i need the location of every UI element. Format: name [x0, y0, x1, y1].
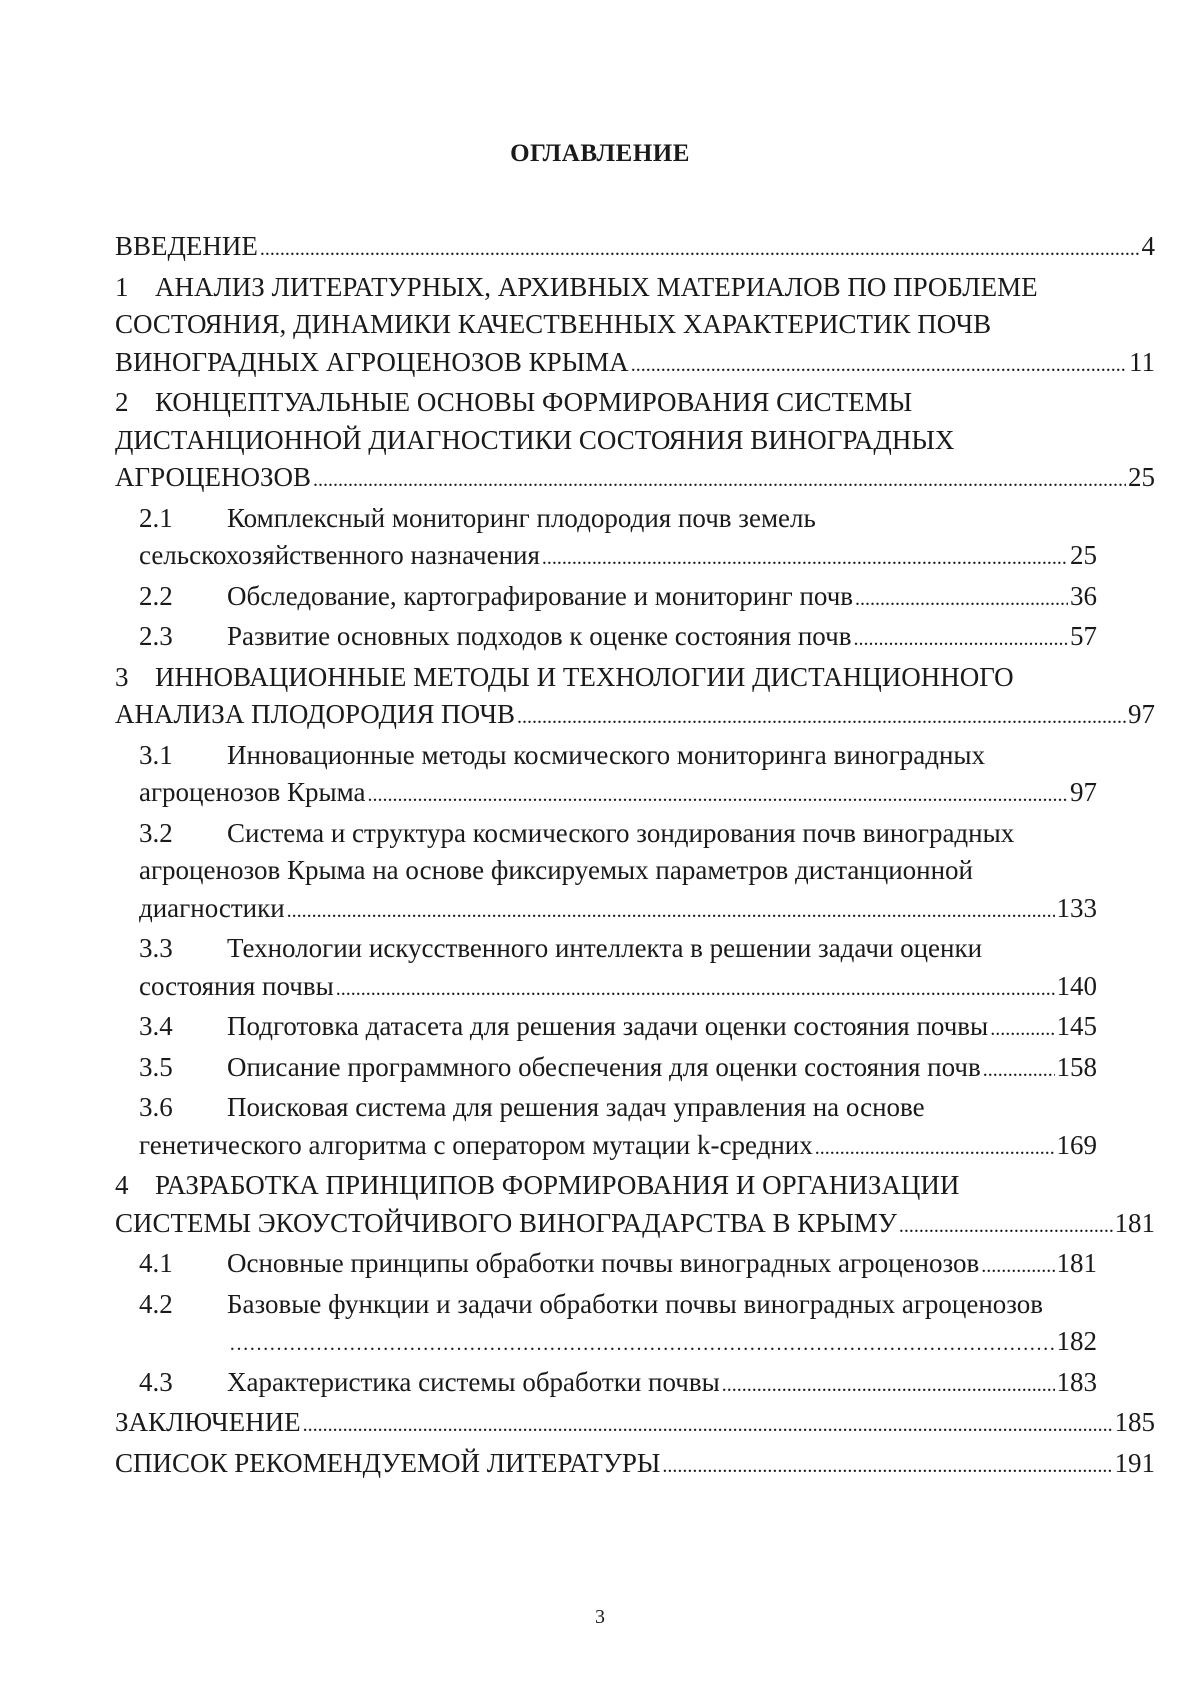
dot-leader [990, 1011, 1054, 1049]
section-number: 4.1 [139, 1248, 173, 1278]
entry-title: Система и структура космического зондирования почв виноградных [227, 817, 1015, 848]
toc-entry-section-2-1[interactable] [139, 500, 1097, 578]
section-number: 4.2 [139, 1288, 173, 1319]
dot-leader [229, 1326, 1055, 1364]
entry-title-cont: генетического алгоритма с оператором мутации k-средних [139, 1129, 813, 1160]
entry-title-cont: АГРОЦЕНОЗОВ [115, 462, 311, 492]
page-ref: 133 [1056, 892, 1097, 923]
entry-title-cont: состояния почвы [139, 970, 334, 1001]
dot-leader [853, 621, 1068, 659]
entry-title: ИННОВАЦИОННЫЕ МЕТОДЫ И ТЕХНОЛОГИИ ДИСТАНЦИОННОГО [155, 661, 1014, 692]
toc-entry-chapter-2[interactable] [115, 384, 1155, 500]
section-number: 3.1 [139, 739, 173, 770]
dot-leader [855, 581, 1068, 619]
entry-title-cont: диагностики [139, 892, 285, 923]
dot-leader [367, 777, 1068, 815]
chapter-number: 2 [115, 387, 129, 417]
toc-entry-intro[interactable] [115, 228, 1155, 269]
section-number: 3.5 [139, 1051, 173, 1082]
dot-leader [662, 1448, 1112, 1486]
page-title: ОГЛАВЛЕНИЕ [510, 140, 690, 167]
page-ref: 181 [1056, 1248, 1097, 1278]
page-ref: 145 [1056, 1011, 1097, 1041]
section-number: 2.1 [139, 502, 173, 533]
page-ref: 97 [1070, 777, 1097, 807]
page-ref: 169 [1056, 1129, 1097, 1160]
chapter-number: 4 [115, 1170, 129, 1200]
page-ref: 4 [1141, 231, 1155, 261]
toc-entry-section-3-1[interactable] [139, 737, 1097, 815]
entry-title-cont: ДИСТАНЦИОННОЙ ДИАГНОСТИКИ СОСТОЯНИЯ ВИНОГРАДНЫХ [115, 424, 955, 455]
dot-leader [899, 1208, 1113, 1246]
page-ref: 182 [1056, 1326, 1097, 1356]
toc-entry-section-3-2[interactable] [139, 815, 1097, 931]
entry-title: РАЗРАБОТКА ПРИНЦИПОВ ФОРМИРОВАНИЯ И ОРГАНИЗАЦИИ [155, 1170, 960, 1200]
entry-title: Базовые функции и задачи обработки почвы виноградных агроценозов [227, 1288, 1044, 1319]
dot-leader [981, 1248, 1054, 1286]
dot-leader [631, 347, 1127, 385]
toc-entry-section-2-2[interactable] [139, 578, 1097, 619]
toc-entry-chapter-4[interactable] [115, 1167, 1155, 1245]
page-ref: 25 [1128, 462, 1155, 492]
entry-title-cont: ВИНОГРАДНЫХ АГРОЦЕНОЗОВ КРЫМА [115, 346, 629, 377]
section-number: 3.4 [139, 1011, 173, 1041]
entry-title: Поисковая система для решения задач управления на основе [227, 1092, 925, 1122]
toc-entry-section-4-2[interactable] [139, 1286, 1097, 1364]
section-number: 3.6 [139, 1092, 173, 1122]
entry-title: Комплексный мониторинг плодородия почв земель [227, 502, 816, 533]
entry-title: Подготовка датасета для решения задачи оценки состояния почвы [227, 1011, 989, 1041]
toc-entry-section-3-3[interactable] [139, 930, 1097, 1008]
toc-entry-section-4-1[interactable] [139, 1245, 1097, 1286]
dot-leader [542, 540, 1068, 578]
entry-title: Инновационные методы космического мониторинга виноградных [227, 739, 986, 770]
page-ref: 25 [1070, 540, 1097, 570]
section-number: 2.2 [139, 580, 173, 611]
toc-entry-section-3-5[interactable] [139, 1049, 1097, 1090]
entry-title-cont: агроценозов Крыма на основе фиксируемых параметров дистанционной [139, 855, 974, 885]
page-ref: 185 [1114, 1407, 1155, 1437]
page-ref: 36 [1070, 580, 1097, 611]
entry-title: СПИСОК РЕКОМЕНДУЕМОЙ ЛИТЕРАТУРЫ [115, 1447, 661, 1478]
page-ref: 97 [1128, 699, 1155, 729]
dot-leader [336, 971, 1055, 1009]
entry-title-cont: СОСТОЯНИЯ, ДИНАМИКИ КАЧЕСТВЕННЫХ ХАРАКТЕРИСТИК ПОЧВ [115, 309, 992, 339]
toc-entry-section-3-6[interactable] [139, 1089, 1097, 1167]
dot-leader [260, 231, 1140, 269]
section-number: 3.3 [139, 933, 173, 963]
toc-entry-section-4-3[interactable] [139, 1364, 1097, 1405]
section-number: 4.3 [139, 1366, 173, 1397]
entry-title-cont: АНАЛИЗА ПЛОДОРОДИЯ ПОЧВ [115, 699, 516, 729]
toc-entry-chapter-3[interactable] [115, 659, 1155, 737]
entry-title: ЗАКЛЮЧЕНИЕ [115, 1407, 301, 1437]
dot-leader [722, 1367, 1055, 1405]
entry-title: АНАЛИЗ ЛИТЕРАТУРНЫХ, АРХИВНЫХ МАТЕРИАЛОВ ПО ПРОБЛЕМЕ [155, 271, 1038, 302]
page-ref: 183 [1056, 1366, 1097, 1397]
page-number: 3 [595, 1606, 605, 1628]
entry-title: Развитие основных подходов к оценке состояния почв [227, 621, 852, 651]
page-ref: 191 [1114, 1447, 1155, 1478]
dot-leader [303, 1407, 1113, 1445]
chapter-number: 1 [115, 271, 129, 302]
dot-leader [287, 893, 1055, 931]
toc-entry-references[interactable] [115, 1445, 1155, 1486]
toc-entry-conclusion[interactable] [115, 1404, 1155, 1445]
dot-leader [815, 1130, 1055, 1168]
page-ref: 158 [1056, 1051, 1097, 1082]
chapter-number: 3 [115, 661, 129, 692]
page-ref: 11 [1129, 346, 1155, 377]
table-of-contents [115, 228, 1155, 1485]
dot-leader [983, 1052, 1055, 1090]
entry-title: Обследование, картографирование и мониторинг почв [227, 580, 854, 611]
toc-entry-chapter-1[interactable] [115, 269, 1155, 385]
dot-leader [517, 699, 1126, 737]
entry-title: Технологии искусственного интеллекта в решении задачи оценки [227, 933, 983, 963]
entry-title: Описание программного обеспечения для оценки состояния почв [227, 1051, 981, 1082]
page-ref: 181 [1114, 1207, 1155, 1238]
entry-title-cont: агроценозов Крыма [139, 777, 366, 807]
entry-title: Основные принципы обработки почвы виноградных агроценозов [227, 1248, 980, 1278]
page-ref: 57 [1070, 621, 1097, 651]
entry-title: Характеристика системы обработки почвы [227, 1366, 720, 1397]
toc-entry-section-3-4[interactable] [139, 1008, 1097, 1049]
dot-leader [313, 462, 1126, 500]
entry-title-cont: сельскохозяйственного назначения [139, 540, 540, 570]
section-number: 2.3 [139, 621, 173, 651]
section-number: 3.2 [139, 817, 173, 848]
entry-title: ВВЕДЕНИЕ [115, 231, 258, 261]
page-ref: 140 [1056, 970, 1097, 1001]
toc-entry-section-2-3[interactable] [139, 618, 1097, 659]
entry-title-cont: СИСТЕМЫ ЭКОУСТОЙЧИВОГО ВИНОГРАДАРСТВА В КРЫМУ [115, 1207, 897, 1238]
entry-title: КОНЦЕПТУАЛЬНЫЕ ОСНОВЫ ФОРМИРОВАНИЯ СИСТЕМЫ [155, 387, 913, 417]
